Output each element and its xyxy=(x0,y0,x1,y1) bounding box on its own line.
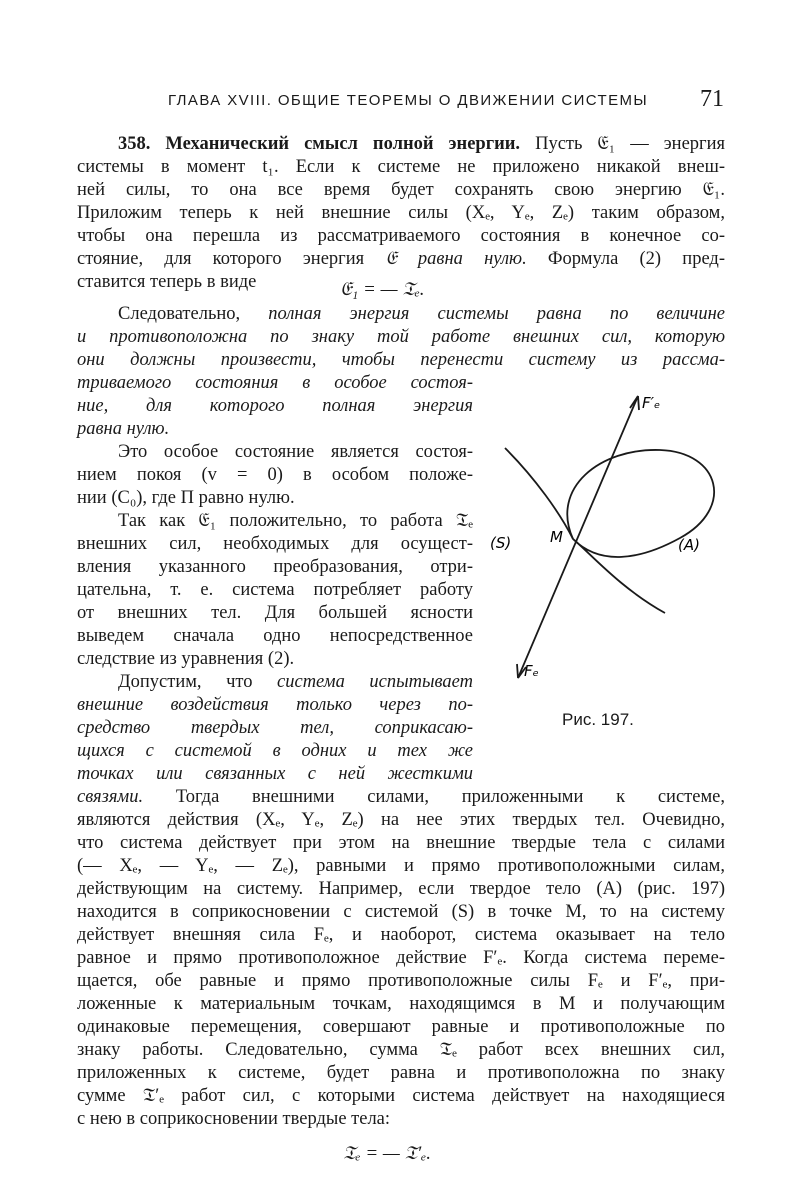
text-line: знаку работы. Следовательно, сумма 𝔗ₑ работ всех внешних сил, xyxy=(77,1040,725,1060)
text-line: Приложим теперь к ней внешние силы (Xₑ, Yₑ, Zₑ) таким образом, xyxy=(77,203,725,223)
section-number: 358. xyxy=(118,134,151,154)
running-head: ГЛАВА XVIII. ОБЩИЕ ТЕОРЕМЫ О ДВИЖЕНИИ СИСТЕМЫ xyxy=(168,92,649,109)
text-line-italic: ние, для которого полная энергия xyxy=(77,396,473,416)
text-line: выведем сначала одно непосредственное xyxy=(77,626,473,646)
text-line: действует внешняя сила Fₑ, и наоборот, система оказывает на тело xyxy=(77,925,725,945)
figure-caption: Рис. 197. xyxy=(562,710,634,729)
text-line: следствие из уравнения (2). xyxy=(77,649,295,669)
text-line: Так как 𝔈₁ положительно, то работа 𝔗ₑ xyxy=(118,511,473,531)
text-line-italic: щихся с системой в одних и тех же xyxy=(77,741,473,761)
text-run: Пусть 𝔈₁ — энергия xyxy=(535,134,726,154)
page-number: 71 xyxy=(700,86,724,112)
text-run-italic: система испытывает xyxy=(277,672,473,692)
label-s: (S) xyxy=(490,534,512,552)
text-line: щается, обе равные и прямо противоположные силы Fₑ и F′ₑ, при- xyxy=(77,971,725,991)
text-line: (— Xₑ, — Yₑ, — Zₑ), равными и прямо противоположными силам, xyxy=(77,856,725,876)
text-line xyxy=(77,248,725,270)
section-title: Механический смысл полной энергии. xyxy=(165,134,521,154)
text-line: цательна, т. е. система потребляет работу xyxy=(77,580,473,600)
text-line: вления указанного преобразования, отри- xyxy=(77,557,473,577)
text-line: ставится теперь в виде xyxy=(77,272,257,292)
text-line xyxy=(118,671,473,693)
section-heading-line xyxy=(118,133,725,155)
label-fe: Fₑ xyxy=(524,662,539,680)
text-line: ложенные к материальным точкам, находящимся в M и получающим xyxy=(77,994,725,1014)
text-line-italic: точках или связанных с ней жесткими xyxy=(77,764,473,784)
text-line xyxy=(118,303,725,325)
text-line: что система действует при этом на внешние твердые тела с силами xyxy=(77,833,725,853)
text-run: Допустим, что xyxy=(118,672,278,692)
text-line: являются действия (Xₑ, Yₑ, Zₑ) на нее этих твердых тел. Очевидно, xyxy=(77,810,725,830)
text-line xyxy=(77,786,725,808)
text-line: действующим на систему. Например, если твердое тело (A) (рис. 197) xyxy=(77,879,725,899)
text-run: Тогда внешними силами, приложенными к системе, xyxy=(143,787,725,807)
text-run-italic: 𝔈 равна нулю. xyxy=(385,249,527,269)
text-line: чтобы она перешла из рассматриваемого состояния в конечное со- xyxy=(77,226,725,246)
text-line: равное и прямо противоположное действие F′ₑ. Когда система переме- xyxy=(77,948,725,968)
text-line-italic: внешние воздействия только через по- xyxy=(77,695,473,715)
text-run-italic: связями. xyxy=(77,787,144,807)
text-line: внешних сил, необходимых для осущест- xyxy=(77,534,473,554)
formula-work: 𝔗ₑ = — 𝔗′ₑ. xyxy=(343,1143,432,1164)
text-line-italic: они должны произвести, чтобы перенести систему из рассма- xyxy=(77,350,725,370)
text-line: приложенных к системе, будет равна и противоположна по знаку xyxy=(77,1063,725,1083)
label-fe-prime: F′ₑ xyxy=(642,394,661,412)
text-run-italic: полная энергия системы равна по величине xyxy=(268,304,725,324)
text-run: Формула (2) пред- xyxy=(526,249,725,269)
text-line-italic: равна нулю. xyxy=(77,419,170,439)
force-line xyxy=(518,396,638,678)
text-run: стояние, для которого энергия xyxy=(77,249,386,269)
text-line: с нею в соприкосновении твердые тела: xyxy=(77,1109,391,1129)
text-line-italic: триваемого состояния в особое состоя- xyxy=(77,373,473,393)
text-line: одинаковые перемещения, совершают равные и противоположные по xyxy=(77,1017,725,1037)
text-line: от внешних тел. Для большей ясности xyxy=(77,603,473,623)
formula-energy: 𝔈₁ = — 𝔗ₑ. xyxy=(340,279,425,300)
text-line: нии (C₀), где П равно нулю. xyxy=(77,488,295,508)
text-line: Это особое состояние является состоя- xyxy=(118,442,473,462)
text-line: находится в соприкосновении с системой (S) в точке M, то на систему xyxy=(77,902,725,922)
text-run: Следовательно, xyxy=(118,304,269,324)
system-s-curve xyxy=(505,448,573,539)
text-line: системы в момент t₁. Если к системе не приложено никакой внеш- xyxy=(77,157,725,177)
text-line: нием покоя (v = 0) в особом положе- xyxy=(77,465,473,485)
text-line: сумме 𝔗′ₑ работ сил, с которыми система действует на находящиеся xyxy=(77,1086,725,1106)
body-a-curve xyxy=(567,450,714,613)
page-header xyxy=(0,78,799,118)
label-m: M xyxy=(550,528,563,546)
label-a: (A) xyxy=(678,536,700,554)
figure-197 xyxy=(480,378,750,708)
text-line: ней силы, то она все время будет сохранять свою энергию 𝔈₁. xyxy=(77,180,725,200)
text-line-italic: и противоположна по знаку той работе внешних сил, которую xyxy=(77,327,725,347)
text-line-italic: средство твердых тел, соприкасаю- xyxy=(77,718,473,738)
